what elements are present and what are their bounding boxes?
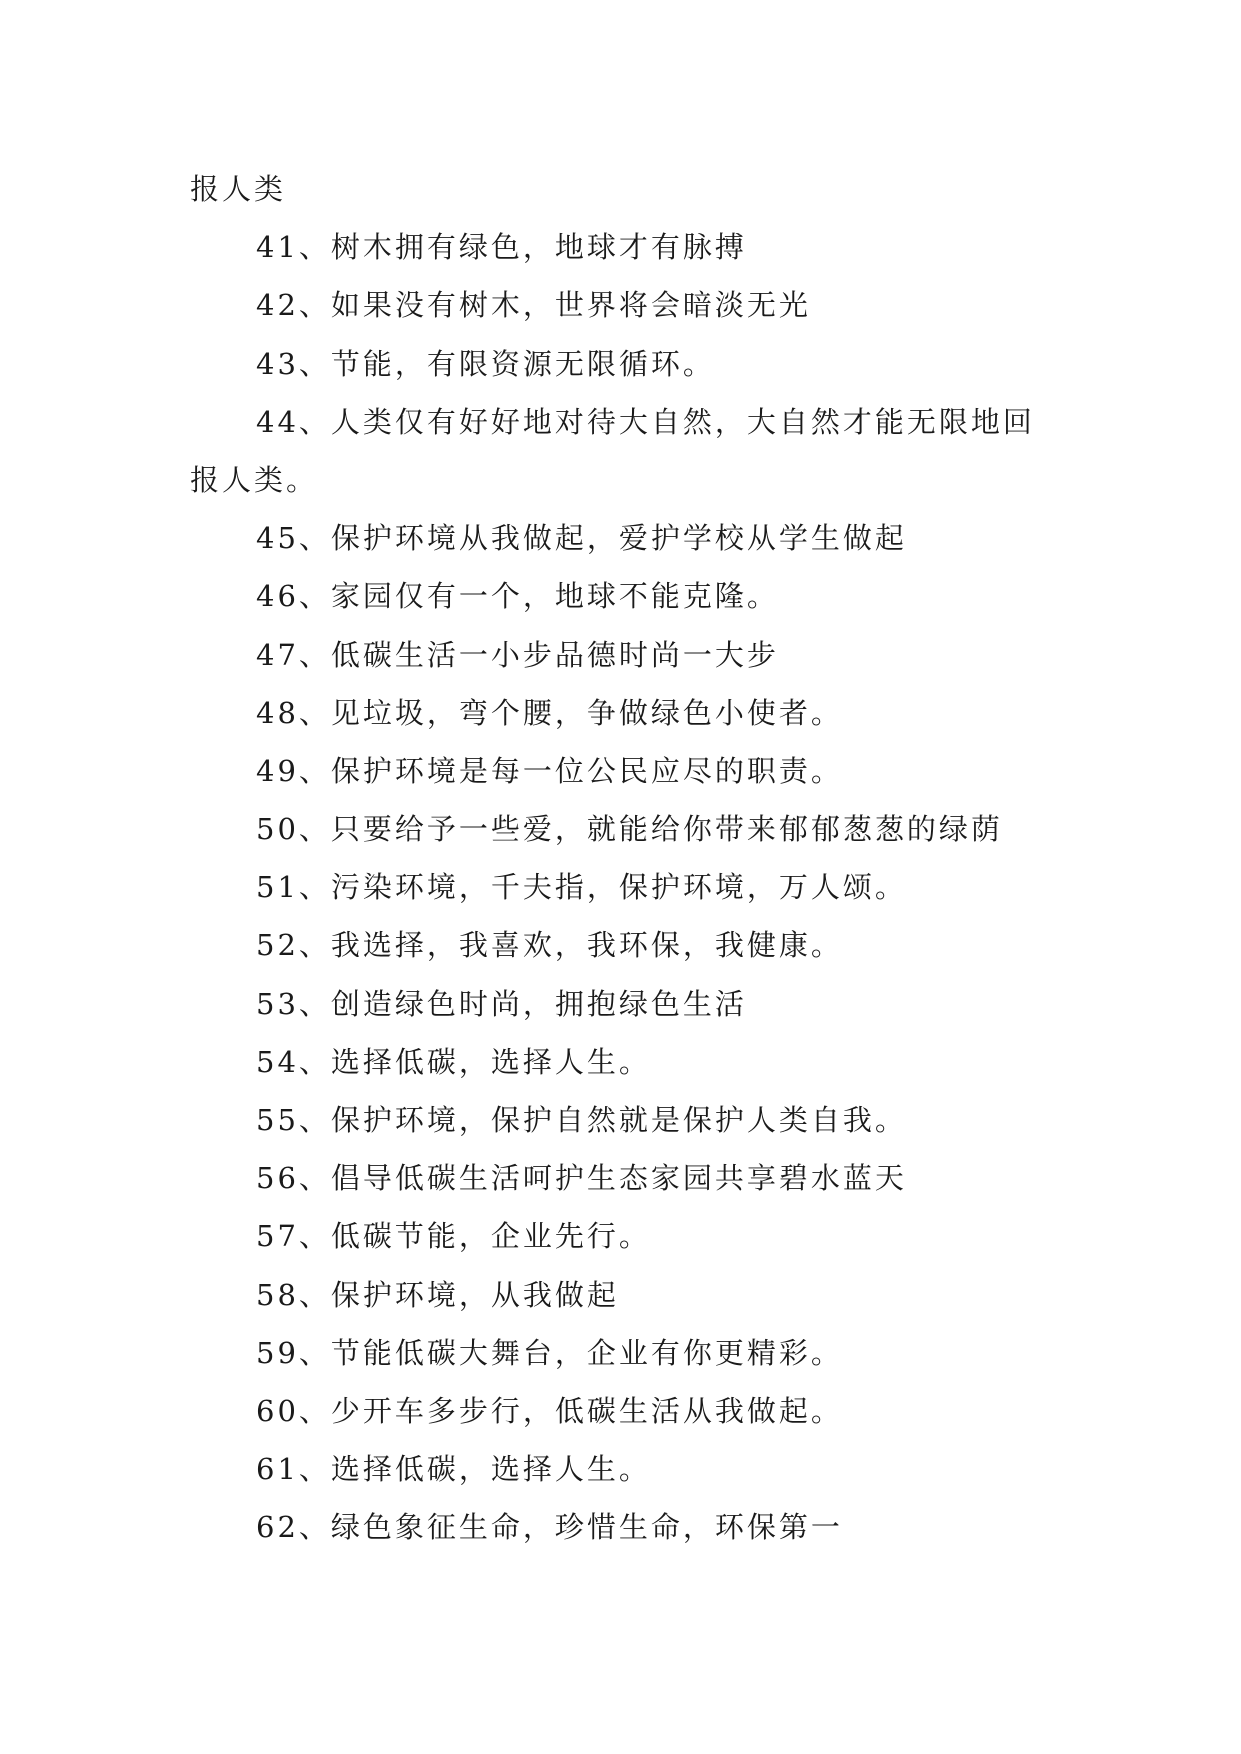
slogan-58: 58、保护环境，从我做起 [256, 1277, 619, 1312]
slogan-56: 56、倡导低碳生活呵护生态家园共享碧水蓝天 [256, 1161, 907, 1196]
slogan-44: 44、人类仅有好好地对待大自然，大自然才能无限地回 [256, 404, 1035, 439]
slogan-42: 42、如果没有树木，世界将会暗淡无光 [256, 288, 811, 323]
slogan-48: 48、见垃圾，弯个腰，争做绿色小使者。 [256, 695, 843, 730]
document-body [190, 160, 1060, 1557]
slogan-45: 45、保护环境从我做起，爱护学校从学生做起 [256, 521, 907, 556]
slogan-61: 61、选择低碳，选择人生。 [256, 1452, 651, 1487]
text-line: 报人类 [190, 172, 287, 206]
slogan-43: 43、节能，有限资源无限循环。 [256, 346, 715, 381]
slogan-62: 62、绿色象征生命，珍惜生命，环保第一 [256, 1510, 843, 1545]
text-line: 报人类。 [190, 462, 319, 497]
slogan-55: 55、保护环境，保护自然就是保护人类自我。 [256, 1103, 907, 1137]
slogan-60: 60、少开车多步行，低碳生活从我做起。 [256, 1393, 843, 1428]
slogan-46: 46、家园仅有一个，地球不能克隆。 [256, 579, 779, 614]
slogan-54: 54、选择低碳，选择人生。 [256, 1044, 651, 1079]
slogan-50: 50、只要给予一些爱，就能给你带来郁郁葱葱的绿荫 [256, 812, 1003, 847]
slogan-51: 51、污染环境，千夫指，保护环境，万人颂。 [256, 870, 907, 905]
slogan-41: 41、树木拥有绿色，地球才有脉搏 [256, 230, 747, 265]
slogan-57: 57、低碳节能，企业先行。 [256, 1219, 651, 1254]
slogan-53: 53、创造绿色时尚，拥抱绿色生活 [256, 986, 747, 1021]
slogan-47: 47、低碳生活一小步品德时尚一大步 [256, 637, 779, 672]
slogan-52: 52、我选择，我喜欢，我环保，我健康。 [256, 928, 843, 963]
slogan-49: 49、保护环境是每一位公民应尽的职责。 [256, 753, 843, 788]
slogan-59: 59、节能低碳大舞台，企业有你更精彩。 [256, 1335, 843, 1370]
